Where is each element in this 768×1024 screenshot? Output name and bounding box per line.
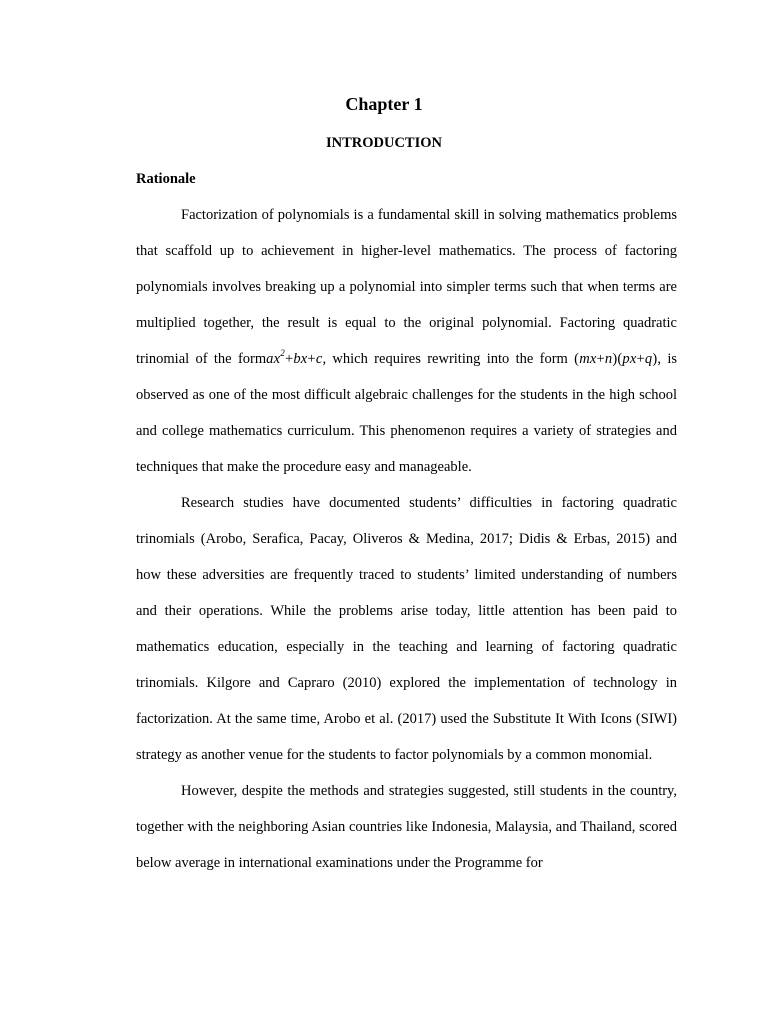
paragraph-1	[136, 197, 677, 485]
paragraph-1-part-b: , which requires rewriting into the form	[322, 351, 575, 367]
paragraph-2: Research studies have documented students’ difficulties in factoring quadratic trinomials (Arobo, Serafica, Pacay, Oliveros & Medina, 2017; Didis & Erbas, 2015) and how these adversities are frequently traced to students’ limited understanding of numbers and their operations. While the problems arise today, little attention has been paid to mathematics education, especially in the teaching and learning of factoring quadratic trinomials. Kilgore and Capraro (2010) explored the implementation of technology in factorization. At the same time, Arobo et al. (2017) used the Substitute It With Icons (SIWI) strategy as another venue for the students to factor polynomials by a common monomial.	[136, 495, 677, 763]
introduction-heading: INTRODUCTION	[325, 135, 442, 151]
rationale-heading: Rationale	[136, 171, 196, 187]
paragraph-3: However, despite the methods and strategies suggested, still students in the country, together with the neighboring Asian countries like Indonesia, Malaysia, and Thailand, scored below average in international examinations under the Programme for	[136, 783, 677, 871]
paragraph-1-part-c: , is observed as one of the most difficult algebraic challenges for the students in the high school and college mathematics curriculum. This phenomenon requires a variety of strategies and techniques that make the procedure easy and manageable.	[136, 351, 678, 475]
chapter-title: Chapter 1	[345, 94, 423, 114]
paragraph-1-part-a: Factorization of polynomials is a fundamental skill in solving mathematics problems that scaffold up to achievement in higher-level mathematics. The process of factoring polynomials involves breaking up a polynomial into simpler terms such that when terms are multiplied together, the result is equal to the original polynomial. Factoring quadratic trinomial of the form	[136, 207, 677, 367]
quadratic-trinomial-formula: $ax^2+bx+c$	[266, 348, 323, 367]
factored-form-formula: (mx+n)(px+q)	[574, 351, 658, 367]
body-text	[136, 197, 677, 881]
